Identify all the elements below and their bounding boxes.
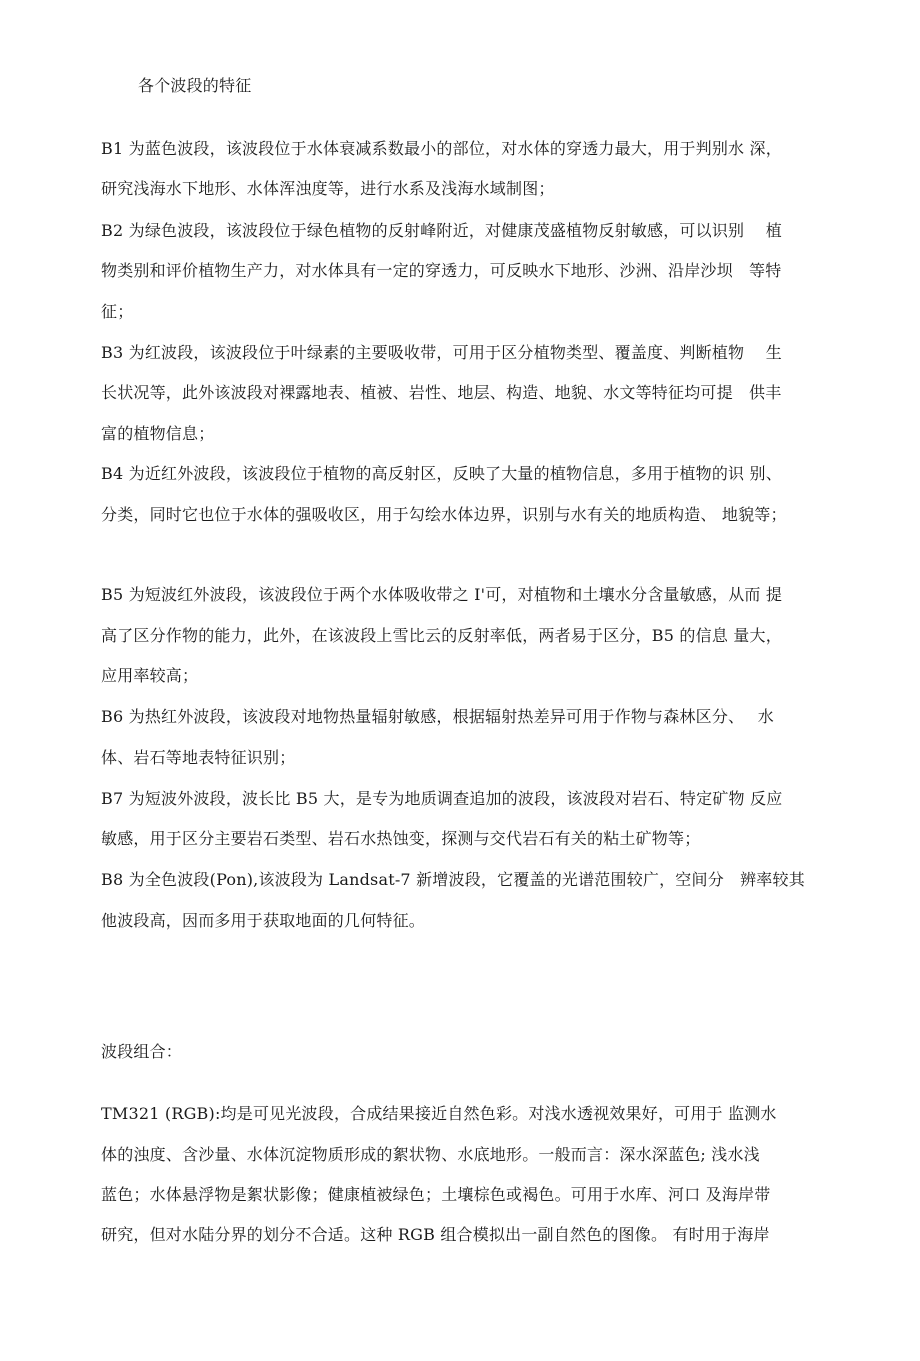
band-paragraph-line: 富的植物信息；	[101, 424, 215, 443]
band-paragraph-line: 研究浅海水下地形、水体浑浊度等，进行水系及浅海水域制图；	[101, 179, 555, 198]
band-paragraph-line: 高了区分作物的能力，此外，在该波段上雪比云的反射率低，两者易于区分，B5 的信息 量大，	[101, 626, 782, 645]
band-paragraph-line: B1 为蓝色波段，该波段位于水体衰减系数最小的部位，对水体的穿透力最大，用于判别水 深，	[101, 139, 782, 158]
band-paragraph-line: B5 为短波红外波段，该波段位于两个水体吸收带之 I'可，对植物和土壤水分含量敏感，从而 提	[101, 585, 783, 604]
band-paragraph-line: 应用率较高；	[101, 666, 199, 685]
band-paragraph-line: B3 为红波段，该波段位于叶绿素的主要吸收带，可用于区分植物类型、覆盖度、判断植物 生	[101, 343, 782, 362]
band-paragraph-line: B7 为短波外波段，波长比 B5 大，是专为地质调查追加的波段，该波段对岩石、特定矿物 反应	[101, 789, 783, 808]
band-paragraph-line: 他波段高，因而多用于获取地面的几何特征。	[101, 911, 426, 930]
combo-paragraph-line: 体的浊度、含沙量、水体沉淀物质形成的絮状物、水底地形。一般而言：深水深蓝色; 浅水浅	[101, 1145, 760, 1164]
section-heading-bands: 各个波段的特征	[138, 76, 252, 95]
band-paragraph-line: 分类，同时它也位于水体的强吸收区，用于勾绘水体边界，识别与水有关的地质构造、 地貌等；	[101, 505, 787, 524]
band-paragraph-line: B8 为全色波段(Pon),该波段为 Landsat-7 新增波段，它覆盖的光谱范围较广，空间分 辨率较其	[101, 870, 805, 889]
band-paragraph-line: 敏感，用于区分主要岩石类型、岩石水热蚀变，探测与交代岩石有关的粘土矿物等；	[101, 829, 701, 848]
combo-paragraph-line: TM321 (RGB):均是可见光波段，合成结果接近自然色彩。对浅水透视效果好，可用于 监测水	[101, 1104, 777, 1123]
band-paragraph-line: 体、岩石等地表特征识别；	[101, 748, 296, 767]
band-paragraph-line: B4 为近红外波段，该波段位于植物的高反射区，反映了大量的植物信息，多用于植物的识 别、	[101, 464, 782, 483]
band-paragraph-line: 征；	[101, 302, 134, 321]
band-paragraph-line: 长状况等，此外该波段对裸露地表、植被、岩性、地层、构造、地貌、水文等特征均可提 供丰	[101, 383, 782, 402]
band-paragraph-line: B6 为热红外波段，该波段对地物热量辐射敏感，根据辐射热差异可用于作物与森林区分、 水	[101, 707, 774, 726]
combo-paragraph-line: 研究，但对水陆分界的划分不合适。这种 RGB 组合模拟出一副自然色的图像。 有时用于海岸	[101, 1225, 770, 1244]
band-paragraph-line: 物类别和评价植物生产力，对水体具有一定的穿透力，可反映水下地形、沙洲、沿岸沙坝 等特	[101, 261, 782, 280]
combo-paragraph-line: 蓝色；水体悬浮物是絮状影像；健康植被绿色；土壤棕色或褐色。可用于水库、河口 及海岸带	[101, 1185, 771, 1204]
section-heading-combination: 波段组合：	[101, 1042, 183, 1061]
band-paragraph-line: B2 为绿色波段，该波段位于绿色植物的反射峰附近，对健康茂盛植物反射敏感，可以识别 植	[101, 221, 782, 240]
